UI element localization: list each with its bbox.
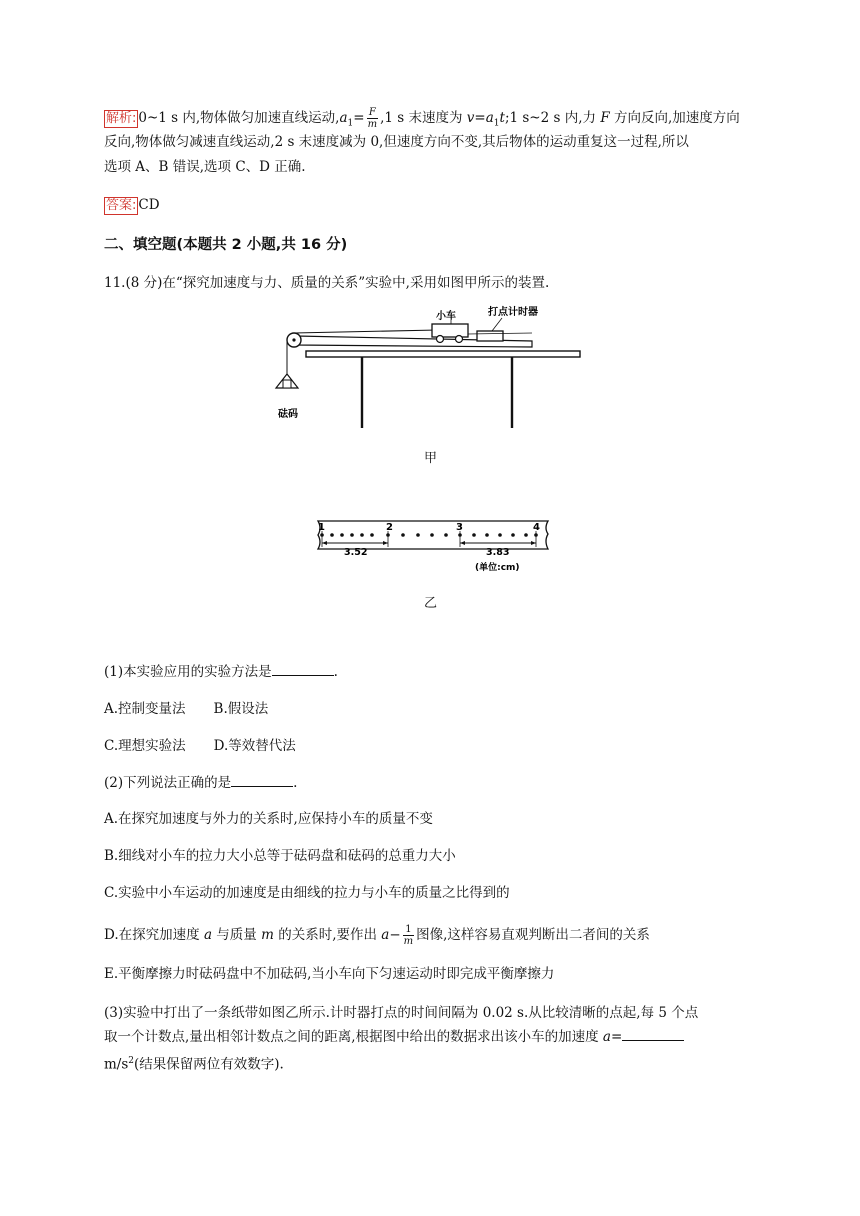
analysis-tag: 解析: — [106, 111, 137, 126]
tape-dot — [340, 533, 344, 537]
var-m: m — [261, 927, 274, 943]
analysis-text: 方向反向,加速度方向 — [609, 110, 740, 126]
string — [294, 330, 438, 333]
timer-leader — [492, 318, 502, 331]
fraction-numerator: F — [367, 107, 378, 119]
answer-blank-3[interactable] — [622, 1028, 684, 1041]
table-top — [306, 351, 580, 357]
question-11-stem: 11.(8 分)在“探究加速度与力、质量的关系”实验中,采用如图甲所示的装置. — [104, 275, 550, 291]
analysis-line-1 — [104, 107, 740, 134]
unit-label: (单位:cm) — [475, 563, 520, 573]
part-2-option-c: C.实验中小车运动的加速度是由细线的拉力与小车的质量之比得到的 — [104, 885, 510, 901]
cart-body — [432, 324, 468, 337]
option-d-text: 图像,这样容易直观判断出二者间的关系 — [416, 927, 650, 943]
answer-blank-1[interactable] — [272, 663, 334, 676]
period: . — [293, 775, 298, 791]
part-2-option-e: E.平衡摩擦力时砝码盘中不加砝码,当小车向下匀速运动时即完成平衡摩擦力 — [104, 966, 555, 982]
timer-label: 打点计时器 — [488, 307, 538, 318]
fraction-numerator: 1 — [403, 924, 414, 936]
subscript: 1 — [493, 118, 500, 129]
figure-apparatus — [270, 300, 590, 440]
cart-label: 小车 — [436, 311, 456, 322]
tape-dot — [485, 533, 489, 537]
tape-dot — [498, 533, 502, 537]
point-label-2: 2 — [386, 522, 393, 533]
option-b: B.假设法 — [213, 701, 269, 717]
fraction-denominator: m — [403, 936, 414, 947]
equals: = — [353, 110, 365, 126]
figure-caption-jia: 甲 — [424, 451, 438, 466]
part-1-text: (1)本实验应用的实验方法是 — [104, 664, 272, 680]
pulley-axle — [292, 338, 295, 341]
section-title: 二、填空题(本题共 2 小题,共 16 分) — [104, 237, 348, 253]
subscript: 1 — [347, 118, 354, 129]
var-a: a — [485, 110, 494, 126]
part-1-options-ab — [104, 699, 268, 719]
equals: = — [474, 110, 486, 126]
part-3-line-3 — [104, 1051, 284, 1075]
point-label-3: 3 — [456, 522, 463, 533]
var-t: t — [499, 110, 505, 126]
point-label-1: 1 — [318, 522, 325, 533]
tape-dot — [330, 533, 334, 537]
part-1-stem — [104, 662, 338, 682]
part-2-option-a: A.在探究加速度与外力的关系时,应保持小车的质量不变 — [104, 811, 433, 827]
option-a: A.控制变量法 — [104, 701, 186, 717]
tape-dot — [360, 533, 364, 537]
fraction-one-over-m — [403, 924, 414, 947]
tape-dot — [472, 533, 476, 537]
part-3-line-2 — [104, 1027, 684, 1047]
tape-dot — [350, 533, 354, 537]
tape-dot — [430, 533, 434, 537]
weight-label: 砝码 — [278, 409, 298, 420]
option-c: C.理想实验法 — [104, 738, 186, 754]
weight-block — [283, 380, 291, 388]
part-3-line-1: (3)实验中打出了一条纸带如图乙所示.计时器打点的时间间隔为 0.02 s.从比较清晰的点起,每 5 个点 — [104, 1005, 699, 1021]
var-a: a — [203, 927, 212, 943]
var-a: a — [339, 110, 348, 126]
part-1-options-cd — [104, 736, 296, 756]
part-2-text: (2)下列说法正确的是 — [104, 775, 232, 791]
analysis-text: ;1 s~2 s 内,力 — [504, 110, 601, 126]
cart-wheel — [456, 336, 463, 343]
superscript: 2 — [128, 1056, 135, 1066]
analysis-line-2: 反向,物体做匀减速直线运动,2 s 末速度减为 0,但速度方向不变,其后物体的运动重复这一过程,所以 — [104, 134, 689, 150]
tape-dot — [524, 533, 528, 537]
fraction-denominator: m — [367, 119, 378, 130]
option-d: D.等效替代法 — [213, 738, 296, 754]
fraction-f-over-m — [367, 107, 378, 130]
part-2-option-d — [104, 924, 650, 947]
tape-dot — [416, 533, 420, 537]
option-d-text: 的关系时,要作出 — [273, 927, 382, 943]
answer-tag: 答案: — [106, 198, 137, 213]
figure-paper-tape — [310, 516, 556, 578]
tape-dot — [370, 533, 374, 537]
answer-blank-2[interactable] — [231, 774, 293, 787]
distance-label-2: 3.83 — [486, 547, 510, 558]
var-a: a — [381, 927, 390, 943]
point-label-4: 4 — [533, 522, 540, 533]
tape-dot — [444, 533, 448, 537]
unit-text: m/s — [104, 1056, 129, 1073]
equals: = — [610, 1029, 623, 1045]
timer-body — [477, 331, 503, 341]
cart-wheel — [437, 336, 444, 343]
analysis-line-3: 选项 A、B 错误,选项 C、D 正确. — [104, 159, 306, 175]
option-d-text: D.在探究加速度 — [104, 927, 204, 943]
figure-caption-yi: 乙 — [424, 596, 438, 611]
var-v: v — [466, 110, 475, 126]
part-3-text: 取一个计数点,量出相邻计数点之间的距离,根据图中给出的数据求出该小车的加速度 — [104, 1029, 603, 1045]
part-2-stem — [104, 773, 297, 793]
period: . — [333, 664, 338, 680]
tape-dot — [511, 533, 515, 537]
option-d-text: 与质量 — [212, 927, 262, 943]
answer-value: CD — [138, 197, 160, 213]
answer-line — [104, 195, 160, 215]
part-3-text: (结果保留两位有效数字). — [134, 1056, 284, 1073]
dash: − — [389, 927, 401, 943]
analysis-text: ,1 s 末速度为 — [380, 110, 467, 126]
var-a: a — [602, 1029, 611, 1045]
tape-dot — [401, 533, 405, 537]
var-f: F — [600, 110, 610, 126]
distance-label-1: 3.52 — [344, 547, 368, 558]
part-2-option-b: B.细线对小车的拉力大小总等于砝码盘和砝码的总重力大小 — [104, 848, 456, 864]
analysis-text: 0~1 s 内,物体做匀加速直线运动, — [138, 110, 340, 126]
